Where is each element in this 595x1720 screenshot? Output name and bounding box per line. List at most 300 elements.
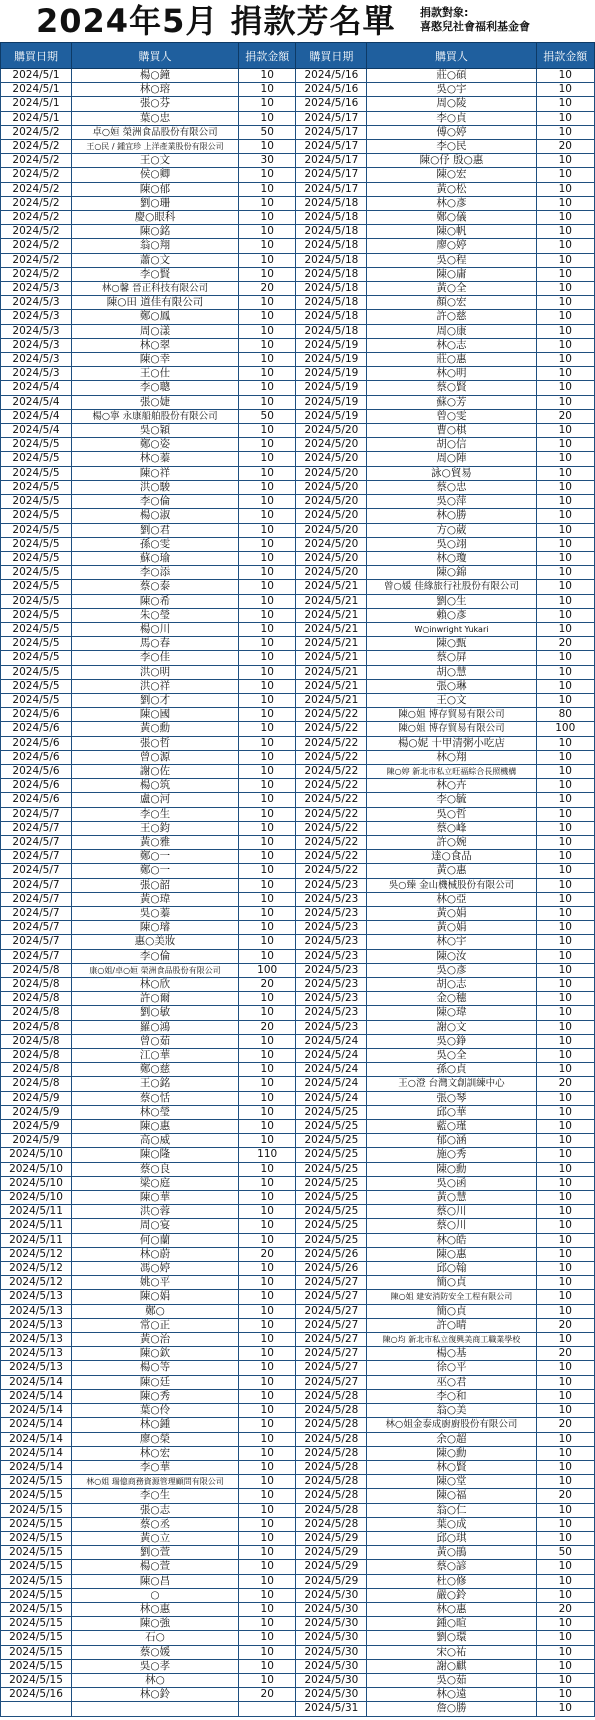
left-date-cell: 2024/5/8 xyxy=(1,1077,72,1091)
left-buyer-cell: 陳○祥 xyxy=(71,466,238,480)
right-amount-cell: 10 xyxy=(536,1460,595,1474)
right-amount-cell: 10 xyxy=(536,1006,595,1020)
right-buyer-cell: 許○晴 xyxy=(367,1318,536,1332)
left-date-cell: 2024/5/8 xyxy=(1,978,72,992)
left-date-cell: 2024/5/12 xyxy=(1,1276,72,1290)
right-date-cell: 2024/5/26 xyxy=(296,1262,367,1276)
left-date-cell: 2024/5/6 xyxy=(1,722,72,736)
right-date-cell: 2024/5/26 xyxy=(296,1247,367,1261)
donation-target-label: 捐款對象: xyxy=(420,6,469,19)
table-row xyxy=(1,750,595,764)
left-amount-cell: 10 xyxy=(239,353,296,367)
right-date-cell: 2024/5/22 xyxy=(296,793,367,807)
right-buyer-cell: 謝○文 xyxy=(367,1020,536,1034)
right-buyer-cell: 吳○茹 xyxy=(367,1673,536,1687)
left-buyer-cell: 林○馨 晉正科技有限公司 xyxy=(71,282,238,296)
left-buyer-cell: 陳○欽 xyxy=(71,1347,238,1361)
right-buyer-cell: 賴○彥 xyxy=(367,608,536,622)
right-amount-cell: 10 xyxy=(536,1645,595,1659)
right-amount-cell: 10 xyxy=(536,83,595,97)
right-buyer-cell: 邱○翰 xyxy=(367,1262,536,1276)
right-amount-cell: 10 xyxy=(536,1560,595,1574)
left-amount-cell: 10 xyxy=(239,1489,296,1503)
right-buyer-cell: 黃○惠 xyxy=(367,864,536,878)
right-amount-cell: 10 xyxy=(536,353,595,367)
left-buyer-cell: 李○聰 xyxy=(71,381,238,395)
right-amount-cell: 10 xyxy=(536,793,595,807)
table-row xyxy=(1,1219,595,1233)
left-amount-cell: 10 xyxy=(239,665,296,679)
table-row xyxy=(1,1574,595,1588)
left-buyer-cell: 陳○田 道佳有限公司 xyxy=(71,296,238,310)
left-amount-cell: 10 xyxy=(239,239,296,253)
right-amount-cell: 10 xyxy=(536,509,595,523)
left-date-cell: 2024/5/10 xyxy=(1,1148,72,1162)
right-amount-cell: 20 xyxy=(536,1602,595,1616)
right-date-cell: 2024/5/29 xyxy=(296,1531,367,1545)
right-date-cell: 2024/5/21 xyxy=(296,651,367,665)
left-buyer-cell: 鄭○慈 xyxy=(71,1063,238,1077)
left-amount-cell: 10 xyxy=(239,793,296,807)
left-date-cell: 2024/5/5 xyxy=(1,580,72,594)
right-buyer-cell: 吳○臻 金山機械股份有限公司 xyxy=(367,878,536,892)
right-date-cell: 2024/5/27 xyxy=(296,1318,367,1332)
right-date-cell: 2024/5/17 xyxy=(296,168,367,182)
left-date-cell: 2024/5/4 xyxy=(1,424,72,438)
left-amount-cell: 10 xyxy=(239,992,296,1006)
table-row xyxy=(1,1531,595,1545)
table-row xyxy=(1,239,595,253)
right-buyer-cell: 宋○祐 xyxy=(367,1645,536,1659)
left-date-cell: 2024/5/2 xyxy=(1,253,72,267)
right-date-cell: 2024/5/18 xyxy=(296,324,367,338)
left-buyer-cell: 江○華 xyxy=(71,1049,238,1063)
table-row xyxy=(1,807,595,821)
right-buyer-cell: 詹○勝 xyxy=(367,1702,536,1716)
table-row xyxy=(1,608,595,622)
right-buyer-cell: 林○卉 xyxy=(367,779,536,793)
right-date-cell: 2024/5/17 xyxy=(296,182,367,196)
table-row xyxy=(1,665,595,679)
right-amount-cell: 10 xyxy=(536,850,595,864)
left-buyer-cell: 鄭○鳳 xyxy=(71,310,238,324)
table-row xyxy=(1,821,595,835)
left-buyer-cell: 李○賢 xyxy=(71,267,238,281)
right-amount-cell: 10 xyxy=(536,935,595,949)
right-date-cell: 2024/5/22 xyxy=(296,821,367,835)
left-buyer-cell: 劉○敏 xyxy=(71,1006,238,1020)
right-buyer-cell: 傅○婷 xyxy=(367,125,536,139)
left-amount-cell: 10 xyxy=(239,140,296,154)
left-buyer-cell: 陳○郁 xyxy=(71,182,238,196)
left-buyer-cell: 蔡○媛 xyxy=(71,1645,238,1659)
left-buyer-cell: ○ xyxy=(71,1588,238,1602)
right-date-cell: 2024/5/23 xyxy=(296,906,367,920)
left-date-cell: 2024/5/5 xyxy=(1,495,72,509)
right-amount-cell: 10 xyxy=(536,324,595,338)
right-amount-cell: 10 xyxy=(536,1290,595,1304)
left-buyer-cell: 張○志 xyxy=(71,1503,238,1517)
left-buyer-cell xyxy=(71,1702,238,1716)
right-date-cell: 2024/5/28 xyxy=(296,1503,367,1517)
left-buyer-cell: 謝○佐 xyxy=(71,764,238,778)
right-amount-cell: 10 xyxy=(536,1063,595,1077)
right-date-cell: 2024/5/28 xyxy=(296,1432,367,1446)
right-buyer-cell: 黃○娟 xyxy=(367,921,536,935)
left-amount-cell: 10 xyxy=(239,495,296,509)
right-date-cell: 2024/5/20 xyxy=(296,566,367,580)
right-buyer-cell: 曾○雯 xyxy=(367,409,536,423)
right-date-cell: 2024/5/25 xyxy=(296,1205,367,1219)
right-amount-cell: 10 xyxy=(536,452,595,466)
right-amount-cell: 10 xyxy=(536,1446,595,1460)
right-buyer-cell: 林○瓊 xyxy=(367,551,536,565)
left-date-cell: 2024/5/7 xyxy=(1,807,72,821)
left-date-cell: 2024/5/13 xyxy=(1,1347,72,1361)
right-amount-cell: 10 xyxy=(536,1659,595,1673)
right-buyer-cell: 胡○慧 xyxy=(367,665,536,679)
right-amount-cell: 10 xyxy=(536,438,595,452)
table-row xyxy=(1,267,595,281)
left-amount-cell: 10 xyxy=(239,1318,296,1332)
left-amount-cell: 10 xyxy=(239,1205,296,1219)
left-buyer-cell: 孫○雯 xyxy=(71,537,238,551)
left-buyer-cell: 林○翠 xyxy=(71,338,238,352)
table-row xyxy=(1,722,595,736)
right-date-cell: 2024/5/18 xyxy=(296,225,367,239)
left-buyer-cell: 曾○茹 xyxy=(71,1034,238,1048)
right-amount-cell: 10 xyxy=(536,523,595,537)
right-buyer-cell: 蘇○芳 xyxy=(367,395,536,409)
header-date-left: 購買日期 xyxy=(1,43,72,69)
right-buyer-cell: 黃○娟 xyxy=(367,906,536,920)
table-row xyxy=(1,978,595,992)
right-date-cell: 2024/5/24 xyxy=(296,1034,367,1048)
left-amount-cell: 10 xyxy=(239,225,296,239)
left-date-cell: 2024/5/9 xyxy=(1,1105,72,1119)
left-buyer-cell: 楊○等 xyxy=(71,1361,238,1375)
left-buyer-cell: 慶○眼科 xyxy=(71,211,238,225)
right-amount-cell: 10 xyxy=(536,1688,595,1702)
left-date-cell: 2024/5/11 xyxy=(1,1233,72,1247)
left-amount-cell: 10 xyxy=(239,1631,296,1645)
left-buyer-cell: 康○姐/卓○姮 榮洲食品股份有限公司 xyxy=(71,963,238,977)
left-buyer-cell: 卓○姮 榮洲食品股份有限公司 xyxy=(71,125,238,139)
left-date-cell: 2024/5/14 xyxy=(1,1404,72,1418)
left-buyer-cell: 蘇○瑜 xyxy=(71,551,238,565)
left-date-cell: 2024/5/5 xyxy=(1,523,72,537)
table-row xyxy=(1,480,595,494)
right-buyer-cell: 葉○成 xyxy=(367,1517,536,1531)
table-row xyxy=(1,551,595,565)
left-amount-cell: 10 xyxy=(239,523,296,537)
left-buyer-cell: 林○宏 xyxy=(71,1446,238,1460)
right-buyer-cell: 林○惠 xyxy=(367,1602,536,1616)
right-amount-cell: 50 xyxy=(536,1546,595,1560)
right-amount-cell: 10 xyxy=(536,211,595,225)
left-date-cell: 2024/5/5 xyxy=(1,665,72,679)
left-buyer-cell: 陳○璿 xyxy=(71,921,238,935)
left-date-cell: 2024/5/3 xyxy=(1,353,72,367)
right-date-cell: 2024/5/25 xyxy=(296,1105,367,1119)
right-amount-cell: 10 xyxy=(536,395,595,409)
left-amount-cell: 10 xyxy=(239,97,296,111)
table-row xyxy=(1,1077,595,1091)
right-buyer-cell: 黃○松 xyxy=(367,182,536,196)
left-buyer-cell: 劉○萱 xyxy=(71,1546,238,1560)
left-buyer-cell: 李○倫 xyxy=(71,949,238,963)
left-amount-cell: 10 xyxy=(239,1475,296,1489)
left-amount-cell: 10 xyxy=(239,551,296,565)
table-row xyxy=(1,282,595,296)
left-amount-cell: 10 xyxy=(239,1162,296,1176)
left-date-cell: 2024/5/2 xyxy=(1,154,72,168)
right-buyer-cell: 蔡○諺 xyxy=(367,1560,536,1574)
right-date-cell: 2024/5/23 xyxy=(296,1006,367,1020)
table-row xyxy=(1,140,595,154)
left-amount-cell: 30 xyxy=(239,154,296,168)
right-date-cell: 2024/5/22 xyxy=(296,850,367,864)
left-buyer-cell: 馬○春 xyxy=(71,637,238,651)
table-row xyxy=(1,537,595,551)
left-buyer-cell: 林○蔚 xyxy=(71,1247,238,1261)
left-date-cell: 2024/5/8 xyxy=(1,1034,72,1048)
right-amount-cell: 20 xyxy=(536,1077,595,1091)
left-date-cell: 2024/5/14 xyxy=(1,1460,72,1474)
right-date-cell: 2024/5/27 xyxy=(296,1375,367,1389)
right-date-cell: 2024/5/28 xyxy=(296,1418,367,1432)
left-date-cell: 2024/5/5 xyxy=(1,594,72,608)
table-row xyxy=(1,69,595,83)
left-date-cell: 2024/5/5 xyxy=(1,438,72,452)
table-row xyxy=(1,1191,595,1205)
right-date-cell: 2024/5/22 xyxy=(296,708,367,722)
right-amount-cell: 10 xyxy=(536,1517,595,1531)
left-buyer-cell: 李○華 xyxy=(71,1460,238,1474)
right-date-cell: 2024/5/20 xyxy=(296,480,367,494)
right-amount-cell: 10 xyxy=(536,296,595,310)
right-amount-cell: 100 xyxy=(536,722,595,736)
right-date-cell: 2024/5/25 xyxy=(296,1233,367,1247)
left-date-cell: 2024/5/5 xyxy=(1,466,72,480)
right-amount-cell: 10 xyxy=(536,1191,595,1205)
left-amount-cell: 10 xyxy=(239,509,296,523)
right-amount-cell: 10 xyxy=(536,1276,595,1290)
left-buyer-cell: 廖○榮 xyxy=(71,1432,238,1446)
donation-target-name: 喜憨兒社會福利基金會 xyxy=(420,20,530,33)
right-date-cell: 2024/5/16 xyxy=(296,83,367,97)
left-date-cell: 2024/5/12 xyxy=(1,1247,72,1261)
left-amount-cell: 10 xyxy=(239,807,296,821)
right-amount-cell: 20 xyxy=(536,1347,595,1361)
right-amount-cell: 10 xyxy=(536,864,595,878)
table-row xyxy=(1,83,595,97)
right-buyer-cell: 吳○萍 xyxy=(367,495,536,509)
right-date-cell: 2024/5/23 xyxy=(296,921,367,935)
right-amount-cell: 10 xyxy=(536,424,595,438)
right-buyer-cell: 蔡○峰 xyxy=(367,821,536,835)
left-buyer-cell: 周○宴 xyxy=(71,1219,238,1233)
right-buyer-cell: 林○宇 xyxy=(367,935,536,949)
right-buyer-cell: 吳○函 xyxy=(367,1176,536,1190)
right-date-cell: 2024/5/23 xyxy=(296,878,367,892)
right-buyer-cell: 劉○環 xyxy=(367,1631,536,1645)
table-row xyxy=(1,1588,595,1602)
right-date-cell: 2024/5/19 xyxy=(296,381,367,395)
left-date-cell: 2024/5/5 xyxy=(1,537,72,551)
left-amount-cell: 10 xyxy=(239,452,296,466)
table-header-row xyxy=(1,43,595,69)
right-date-cell: 2024/5/20 xyxy=(296,452,367,466)
right-date-cell: 2024/5/21 xyxy=(296,679,367,693)
left-buyer-cell: 劉○才 xyxy=(71,693,238,707)
right-date-cell: 2024/5/28 xyxy=(296,1460,367,1474)
table-row xyxy=(1,168,595,182)
left-amount-cell: 10 xyxy=(239,1588,296,1602)
right-buyer-cell: 林○賢 xyxy=(367,1460,536,1474)
table-body xyxy=(1,69,595,1717)
right-date-cell: 2024/5/30 xyxy=(296,1631,367,1645)
table-row xyxy=(1,523,595,537)
right-buyer-cell: 李○民 xyxy=(367,140,536,154)
right-date-cell: 2024/5/24 xyxy=(296,1063,367,1077)
left-amount-cell: 10 xyxy=(239,1191,296,1205)
left-buyer-cell: 楊○萱 xyxy=(71,1560,238,1574)
left-date-cell: 2024/5/2 xyxy=(1,182,72,196)
left-amount-cell: 10 xyxy=(239,1276,296,1290)
left-amount-cell: 10 xyxy=(239,764,296,778)
right-date-cell: 2024/5/17 xyxy=(296,154,367,168)
left-buyer-cell: 吳○蓁 xyxy=(71,906,238,920)
left-date-cell: 2024/5/5 xyxy=(1,509,72,523)
right-date-cell: 2024/5/25 xyxy=(296,1148,367,1162)
right-date-cell: 2024/5/21 xyxy=(296,580,367,594)
header-amount-right: 捐款金額 xyxy=(536,43,595,69)
table-row xyxy=(1,196,595,210)
right-date-cell: 2024/5/29 xyxy=(296,1574,367,1588)
left-buyer-cell: 洪○祥 xyxy=(71,679,238,693)
left-date-cell: 2024/5/14 xyxy=(1,1432,72,1446)
table-row xyxy=(1,736,595,750)
table-row xyxy=(1,1475,595,1489)
left-date-cell: 2024/5/3 xyxy=(1,324,72,338)
right-buyer-cell: 藍○瑾 xyxy=(367,1120,536,1134)
left-buyer-cell: 楊○鐘 xyxy=(71,69,238,83)
right-amount-cell: 10 xyxy=(536,154,595,168)
table-row xyxy=(1,509,595,523)
right-amount-cell: 10 xyxy=(536,978,595,992)
table-row xyxy=(1,1617,595,1631)
table-row xyxy=(1,381,595,395)
left-date-cell: 2024/5/14 xyxy=(1,1446,72,1460)
table-row xyxy=(1,1489,595,1503)
left-amount-cell: 10 xyxy=(239,1432,296,1446)
right-amount-cell: 10 xyxy=(536,97,595,111)
right-date-cell: 2024/5/28 xyxy=(296,1489,367,1503)
table-row xyxy=(1,1120,595,1134)
left-amount-cell: 10 xyxy=(239,878,296,892)
left-date-cell: 2024/5/15 xyxy=(1,1659,72,1673)
left-amount-cell: 10 xyxy=(239,381,296,395)
table-row xyxy=(1,1432,595,1446)
right-buyer-cell: 吳○彥 xyxy=(367,963,536,977)
left-buyer-cell: 許○爾 xyxy=(71,992,238,1006)
table-row xyxy=(1,1205,595,1219)
left-date-cell: 2024/5/6 xyxy=(1,779,72,793)
left-amount-cell: 10 xyxy=(239,1176,296,1190)
table-row xyxy=(1,1688,595,1702)
table-row xyxy=(1,764,595,778)
table-row xyxy=(1,1049,595,1063)
right-amount-cell: 10 xyxy=(536,125,595,139)
left-date-cell: 2024/5/5 xyxy=(1,551,72,565)
right-amount-cell: 10 xyxy=(536,1304,595,1318)
left-buyer-cell: 陳○希 xyxy=(71,594,238,608)
right-buyer-cell: 邱○華 xyxy=(367,1105,536,1119)
left-amount-cell: 10 xyxy=(239,182,296,196)
left-amount-cell: 10 xyxy=(239,537,296,551)
table-row xyxy=(1,1659,595,1673)
left-buyer-cell: 吳○孝 xyxy=(71,1659,238,1673)
right-buyer-cell: 蔡○屏 xyxy=(367,651,536,665)
right-date-cell: 2024/5/27 xyxy=(296,1333,367,1347)
left-buyer-cell: 李○生 xyxy=(71,1489,238,1503)
table-row xyxy=(1,779,595,793)
right-date-cell: 2024/5/22 xyxy=(296,764,367,778)
right-amount-cell: 10 xyxy=(536,253,595,267)
table-row xyxy=(1,1404,595,1418)
left-buyer-cell: 楊○寧 永康船舶股份有限公司 xyxy=(71,409,238,423)
left-date-cell: 2024/5/6 xyxy=(1,736,72,750)
right-buyer-cell: 胡○信 xyxy=(367,438,536,452)
left-amount-cell: 10 xyxy=(239,722,296,736)
left-date-cell: 2024/5/3 xyxy=(1,367,72,381)
right-buyer-cell: 金○穗 xyxy=(367,992,536,1006)
right-amount-cell: 10 xyxy=(536,1702,595,1716)
right-buyer-cell: 李○貞 xyxy=(367,111,536,125)
right-amount-cell: 10 xyxy=(536,196,595,210)
table-row xyxy=(1,253,595,267)
left-buyer-cell: 梁○庭 xyxy=(71,1176,238,1190)
left-buyer-cell: 陳○昌 xyxy=(71,1574,238,1588)
right-amount-cell: 10 xyxy=(536,608,595,622)
left-date-cell: 2024/5/8 xyxy=(1,963,72,977)
left-date-cell: 2024/5/7 xyxy=(1,835,72,849)
left-buyer-cell: 李○佳 xyxy=(71,651,238,665)
table-row xyxy=(1,438,595,452)
left-amount-cell: 10 xyxy=(239,1034,296,1048)
table-row xyxy=(1,594,595,608)
left-date-cell: 2024/5/13 xyxy=(1,1304,72,1318)
left-buyer-cell: 蔡○恬 xyxy=(71,1091,238,1105)
left-date-cell: 2024/5/5 xyxy=(1,480,72,494)
left-date-cell: 2024/5/6 xyxy=(1,708,72,722)
table-row xyxy=(1,1375,595,1389)
left-amount-cell: 10 xyxy=(239,367,296,381)
left-amount-cell: 10 xyxy=(239,906,296,920)
left-amount-cell: 10 xyxy=(239,594,296,608)
left-buyer-cell: 常○正 xyxy=(71,1318,238,1332)
right-amount-cell: 10 xyxy=(536,651,595,665)
left-date-cell: 2024/5/7 xyxy=(1,892,72,906)
left-date-cell: 2024/5/5 xyxy=(1,637,72,651)
right-date-cell: 2024/5/23 xyxy=(296,992,367,1006)
left-amount-cell: 10 xyxy=(239,949,296,963)
right-buyer-cell: 鍾○暄 xyxy=(367,1617,536,1631)
right-buyer-cell: 蔡○賢 xyxy=(367,381,536,395)
left-amount-cell: 10 xyxy=(239,835,296,849)
left-date-cell: 2024/5/15 xyxy=(1,1475,72,1489)
